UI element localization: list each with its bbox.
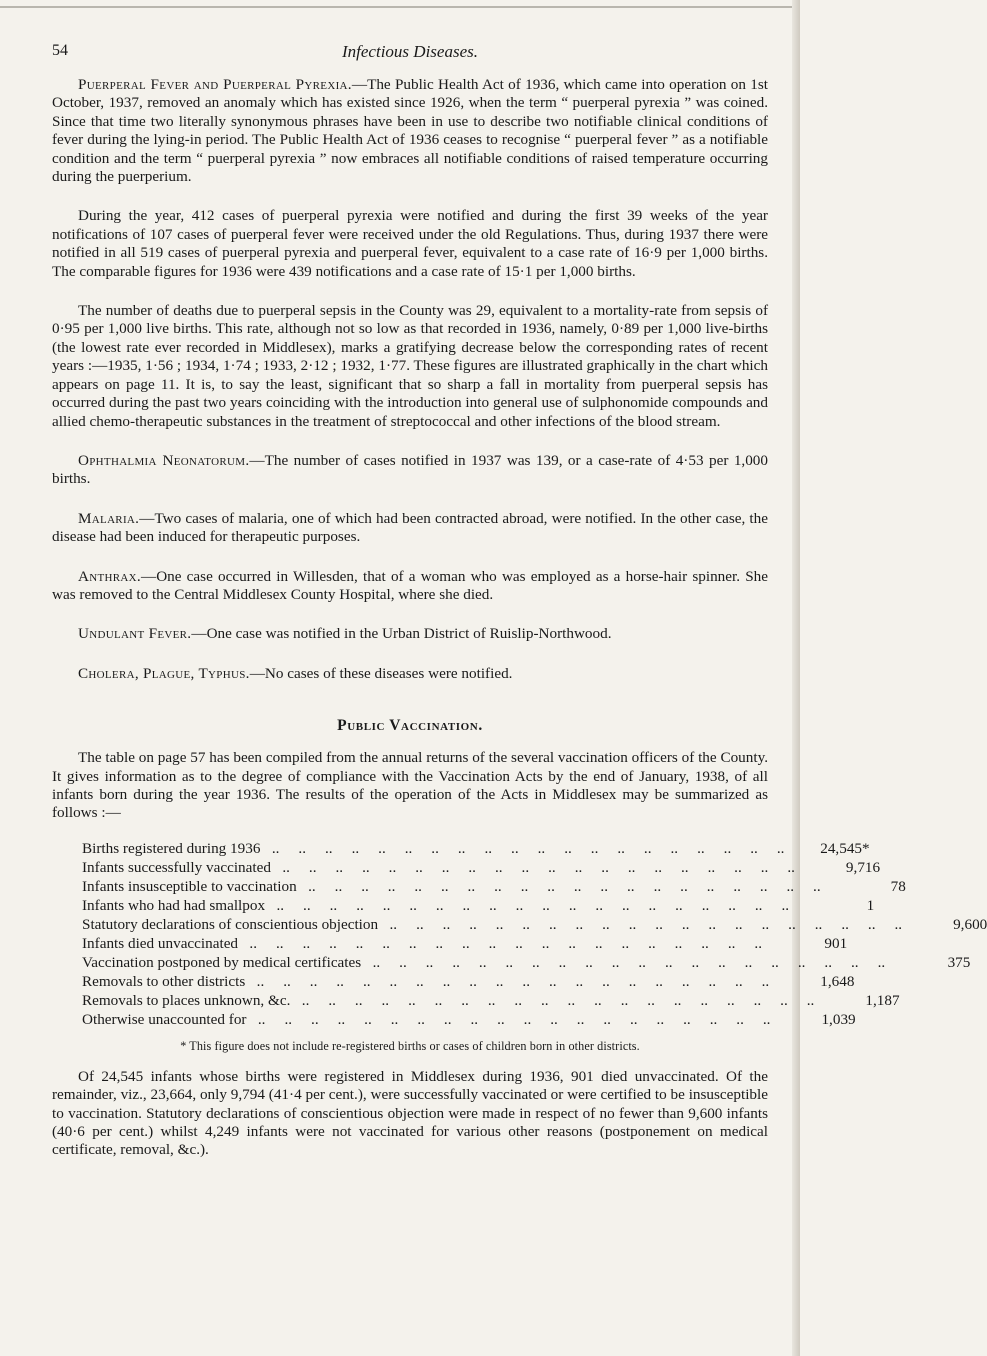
table-row bbox=[82, 991, 900, 1010]
puerperal-cases-paragraph: During the year, 412 cases of puerperal pyrexia were notified and during the first 39 weeks of the year notifications of 107 cases of puerperal fever were received under the old Regulations. Thus, during 1937 there were notified in all 519 cases of puerperal pyrexia and puerperal fever, equivalent to a case rate of 16·9 per 1,000 births. The comparable figures for 1936 were 439 notifications and a case rate of 15·1 per 1,000 births. bbox=[52, 207, 768, 280]
table-row bbox=[82, 877, 906, 896]
row-label: Infants insusceptible to vaccination bbox=[82, 877, 297, 895]
table-row bbox=[82, 1010, 856, 1029]
table-row bbox=[82, 839, 870, 858]
leader-dots: .. .. .. .. .. .. .. .. .. .. .. .. .. .. .. .. .. .. .. .. bbox=[296, 877, 836, 895]
row-label-cell bbox=[82, 934, 777, 953]
table-row bbox=[82, 934, 848, 953]
row-label-cell bbox=[82, 1010, 786, 1029]
malaria-heading: Malaria. bbox=[78, 509, 140, 527]
row-label-cell bbox=[82, 839, 800, 858]
row-label-cell bbox=[82, 858, 810, 877]
ophthalmia-paragraph bbox=[52, 452, 768, 489]
row-label-cell bbox=[82, 915, 917, 934]
row-label: Infants successfully vaccinated bbox=[82, 858, 271, 876]
leader-dots: .. .. .. .. .. .. .. .. .. .. .. .. .. .. .. .. .. .. .. .. bbox=[270, 858, 811, 876]
row-value: 1 bbox=[866, 896, 875, 914]
row-label: Vaccination postponed by medical certificates bbox=[82, 953, 362, 971]
row-value: 78 bbox=[890, 877, 906, 895]
ophthalmia-heading: Ophthalmia Neonatorum. bbox=[78, 451, 250, 469]
table-row bbox=[82, 953, 971, 972]
puerperal-fever-heading: Puerperal Fever and Puerperal Pyrexia. bbox=[78, 76, 352, 93]
leader-dots: .. .. .. .. .. .. .. .. .. .. .. .. .. .. .. .. .. .. .. .. bbox=[378, 915, 918, 933]
row-label: Removals to other districts bbox=[82, 972, 246, 990]
leader-dots: .. .. .. .. .. .. .. .. .. .. .. .. .. .. .. .. .. .. .. .. bbox=[265, 896, 805, 914]
row-label: Births registered during 1936 bbox=[82, 839, 261, 857]
anthrax-paragraph bbox=[52, 568, 768, 605]
row-value: 1,039 bbox=[821, 1010, 856, 1028]
leader-dots: .. .. .. .. .. .. .. .. .. .. .. .. .. .. .. .. .. .. .. .. bbox=[290, 991, 830, 1009]
document-page bbox=[52, 34, 987, 1160]
row-label: Statutory declarations of conscientious objection bbox=[82, 915, 379, 933]
ophthalmia-text: —The number of cases notified in 1937 was 139, or a case-rate of 4·53 per 1,000 births. bbox=[52, 451, 768, 488]
row-label-cell bbox=[82, 953, 900, 972]
row-label-cell bbox=[82, 877, 836, 896]
malaria-paragraph bbox=[52, 510, 768, 547]
row-label: Otherwise unaccounted for bbox=[82, 1010, 247, 1028]
top-rule bbox=[0, 6, 800, 8]
leader-dots: .. .. .. .. .. .. .. .. .. .. .. .. .. .. .. .. .. .. .. .. bbox=[260, 839, 800, 857]
row-label-cell bbox=[82, 972, 784, 991]
leader-dots: .. .. .. .. .. .. .. .. .. .. .. .. .. .. .. .. .. .. .. .. bbox=[246, 1010, 786, 1028]
row-value: 1,648 bbox=[820, 972, 855, 990]
table-row bbox=[82, 915, 987, 934]
leader-dots: .. .. .. .. .. .. .. .. .. .. .. .. .. .. .. .. .. .. .. .. bbox=[245, 972, 785, 990]
table-row bbox=[82, 858, 881, 877]
leader-dots: .. .. .. .. .. .. .. .. .. .. .. .. .. .. .. .. .. .. .. .. bbox=[361, 953, 901, 971]
vaccination-summary-table bbox=[82, 839, 987, 1029]
page-number: 54 bbox=[52, 42, 68, 59]
row-value: 9,600 bbox=[953, 915, 987, 933]
running-title: Infectious Diseases. bbox=[342, 42, 478, 61]
vaccination-intro-paragraph: The table on page 57 has been compiled from the annual returns of the several vaccination officers of the County. It gives information as to the degree of compliance with the Vaccination Acts by the end of January, 1938, of all infants born during the year 1936. The results of the operation of the Acts in Middlesex may be summarized as follows :— bbox=[52, 749, 768, 822]
malaria-text: —Two cases of malaria, one of which had been contracted abroad, were notified. In the other case, the disease had been induced for therapeutic purposes. bbox=[52, 509, 768, 546]
page-edge-shadow bbox=[792, 0, 800, 1356]
row-value: 1,187 bbox=[865, 991, 900, 1009]
table-row bbox=[82, 896, 875, 915]
vaccination-summary-paragraph: Of 24,545 infants whose births were registered in Middlesex during 1936, 901 died unvaccinated. Of the remainder, viz., 23,664, only 9,794 (41·4 per cent.), were successfully vaccinated or were certified to be insusceptible to vaccination. Statutory declarations of conscientious objection were made in respect of no fewer than 9,600 infants (40·6 per cent.) whilst 4,249 infants were not vaccinated for various other reasons (postponement on medical certificate, removal, &c.). bbox=[52, 1067, 768, 1159]
leader-dots: .. .. .. .. .. .. .. .. .. .. .. .. .. .. .. .. .. .. .. .. bbox=[238, 934, 778, 952]
row-label: Infants who had had smallpox bbox=[82, 896, 266, 914]
row-label-cell bbox=[82, 991, 830, 1010]
public-vaccination-heading: Public Vaccination. bbox=[337, 717, 483, 735]
row-label: Infants died unvaccinated bbox=[82, 934, 239, 952]
row-label-cell bbox=[82, 896, 804, 915]
puerperal-fever-paragraph bbox=[52, 76, 768, 186]
table-row bbox=[82, 972, 855, 991]
row-value: 901 bbox=[824, 934, 848, 952]
puerperal-fever-text: —The Public Health Act of 1936, which came into operation on 1st October, 1937, removed an anomaly which has existed since 1926, when the term “ puerperal pyrexia ” was coined. Since that time two literally synonymous phrases have been in use to describe two notifiable clinical conditions of fever during the lying-in period. The Public Health Act of 1936 ceases to recognise “ puerperal fever ” as a notifiable condition and the term “ puerperal pyrexia ” now embraces all notifiable conditions of raised temperature occurring during the puerperium. bbox=[52, 76, 768, 186]
row-label: Removals to places unknown, &c. bbox=[82, 991, 291, 1009]
row-value: 375 bbox=[947, 953, 971, 971]
table-footnote: * This figure does not include re-registered births or cases of children born in other districts. bbox=[180, 1038, 640, 1053]
undulant-fever-heading: Undulant Fever. bbox=[78, 625, 192, 643]
cholera-text: —No cases of these diseases were notified. bbox=[249, 664, 513, 682]
puerperal-deaths-paragraph: The number of deaths due to puerperal sepsis in the County was 29, equivalent to a mortality-rate from sepsis of 0·95 per 1,000 live births. This rate, although not so low as that recorded in 1936, namely, 0·89 per 1,000 live-births (the lowest rate ever recorded in Middlesex), marks a gratifying decrease below the corresponding rates of recent years :—1935, 1·56 ; 1934, 1·74 ; 1933, 2·12 ; 1932, 1·77. These figures are illustrated graphically in the chart which appears on page 11. It is, to say the least, significant that so sharp a fall in mortality from puerperal sepsis has occurred during the past two years coinciding with the introduction into general use of sulphonomide compounds and allied chemo-therapeutic substances in the treatment of streptococcal and other infections of the blood stream. bbox=[52, 302, 768, 430]
cholera-heading: Cholera, Plague, Typhus. bbox=[78, 664, 250, 682]
undulant-fever-paragraph bbox=[52, 625, 768, 643]
anthrax-text: —One case occurred in Willesden, that of a woman who was employed as a horse-hair spinner. She was removed to the Central Middlesex County Hospital, where she died. bbox=[52, 567, 768, 603]
undulant-fever-text: —One case was notified in the Urban District of Ruislip-Northwood. bbox=[191, 625, 612, 643]
row-value: 24,545* bbox=[820, 839, 870, 857]
page-header bbox=[52, 34, 768, 66]
cholera-paragraph bbox=[52, 665, 768, 683]
row-value: 9,716 bbox=[845, 858, 881, 876]
anthrax-heading: Anthrax. bbox=[78, 567, 141, 585]
